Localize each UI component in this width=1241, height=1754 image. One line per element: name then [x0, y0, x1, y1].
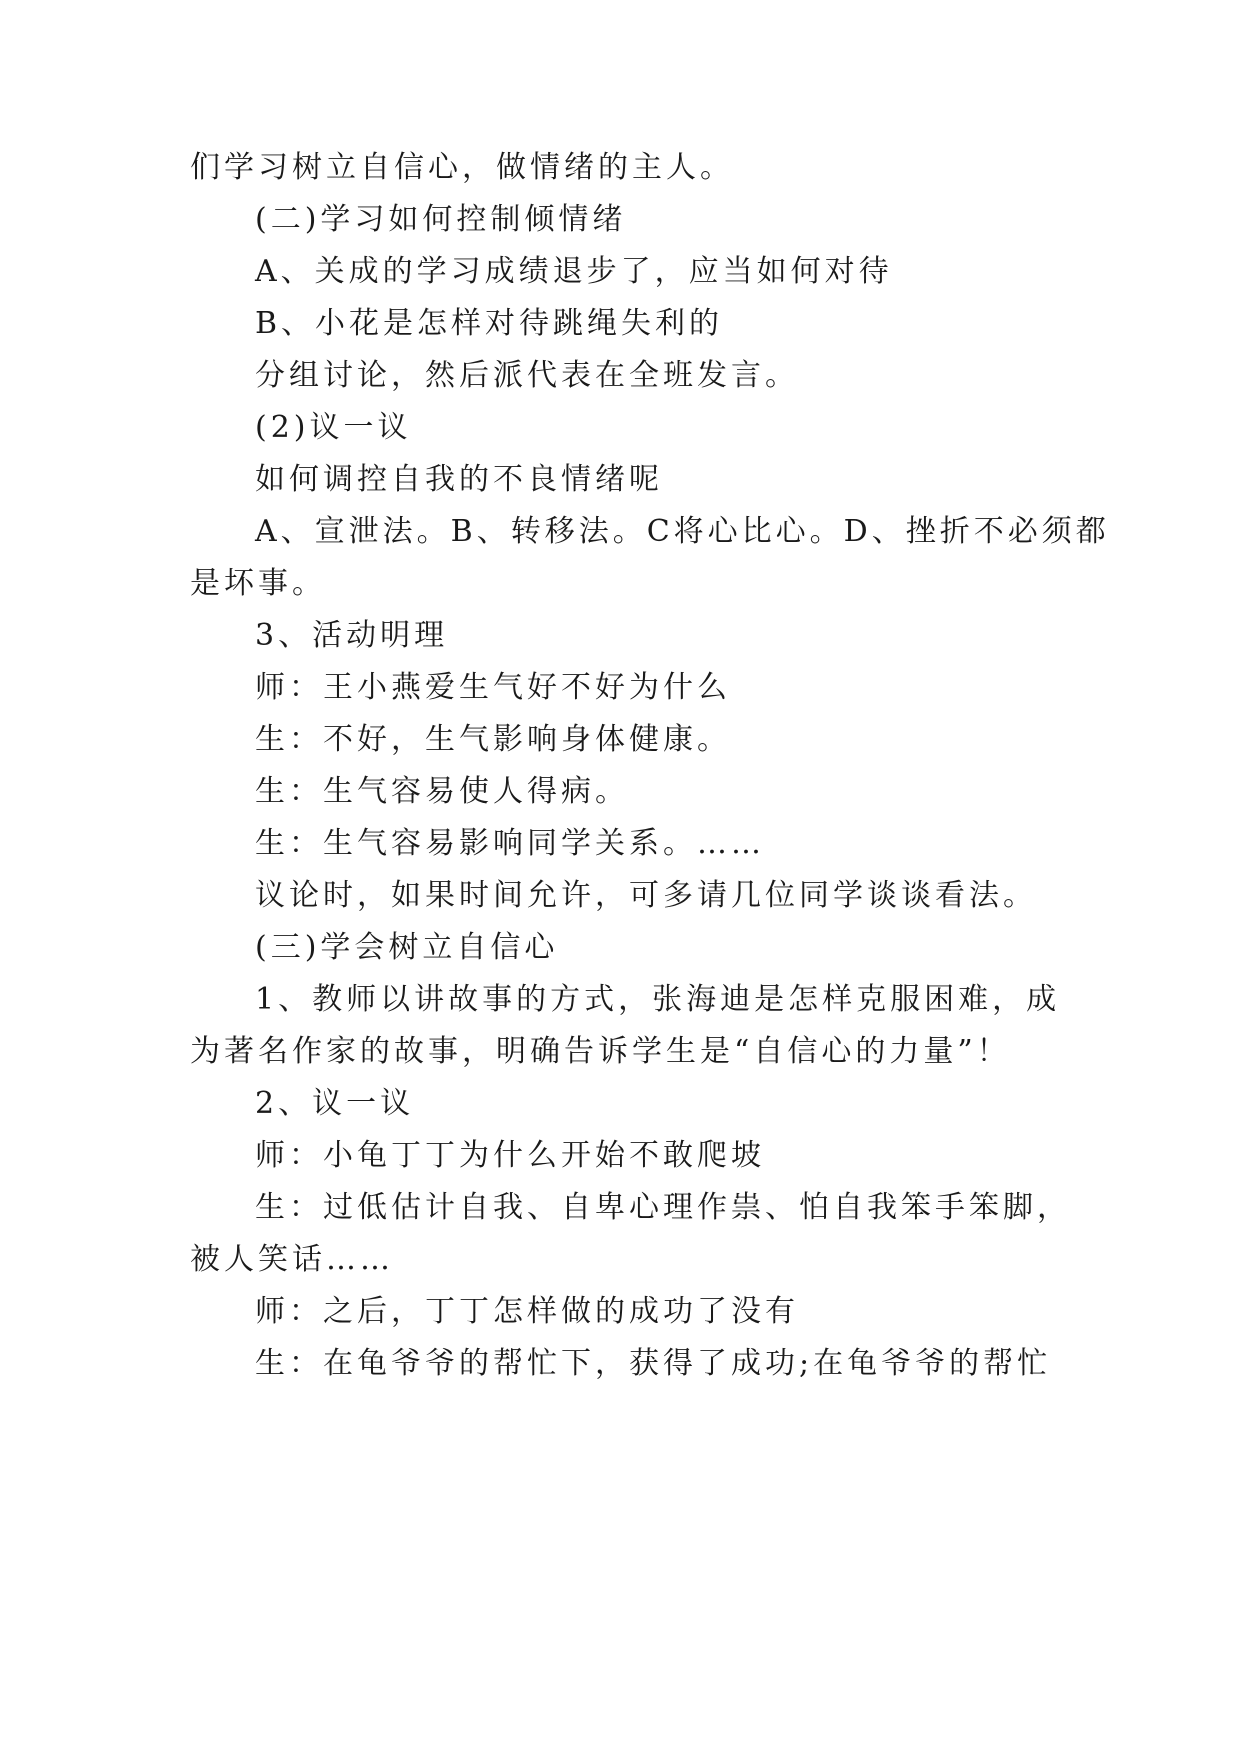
text-line: 生：不好，生气影响身体健康。	[255, 722, 731, 757]
text-line: 生：生气容易影响同学关系。……	[255, 826, 765, 861]
text-line: 分组讨论，然后派代表在全班发言。	[255, 358, 799, 393]
text-line: 师：小龟丁丁为什么开始不敢爬坡	[255, 1138, 765, 1173]
text-line: 生：在龟爷爷的帮忙下，获得了成功;在龟爷爷的帮忙	[255, 1346, 1052, 1381]
section-heading: 3、活动明理	[255, 618, 449, 653]
text-line: 生：生气容易使人得病。	[255, 774, 629, 809]
section-heading: 2、议一议	[255, 1086, 415, 1121]
text-line: 如何调控自我的不良情绪呢	[255, 462, 663, 497]
text-line: A、宣泄法。B、转移法。C将心比心。D、挫折不必须都	[255, 514, 1110, 549]
text-line: 们学习树立自信心，做情绪的主人。	[190, 150, 734, 185]
text-line: 是坏事。	[190, 566, 326, 601]
text-line: 1、教师以讲故事的方式，张海迪是怎样克服困难，成	[255, 982, 1061, 1017]
text-line: 师：之后，丁丁怎样做的成功了没有	[255, 1294, 799, 1329]
text-line: A、关成的学习成绩退步了，应当如何对待	[255, 254, 893, 289]
text-line: 议论时，如果时间允许，可多请几位同学谈谈看法。	[255, 878, 1037, 913]
text-line: 为著名作家的故事，明确告诉学生是“自信心的力量”！	[190, 1034, 1011, 1069]
text-line: 被人笑话……	[190, 1242, 394, 1277]
text-line: 师：王小燕爱生气好不好为什么	[255, 670, 731, 705]
section-heading: (二)学习如何控制倾情绪	[255, 202, 627, 237]
section-heading: (三)学会树立自信心	[255, 930, 559, 965]
section-heading: (2)议一议	[255, 410, 412, 445]
text-line: 生：过低估计自我、自卑心理作祟、怕自我笨手笨脚，	[255, 1190, 1071, 1225]
text-line: B、小花是怎样对待跳绳失利的	[255, 306, 724, 341]
